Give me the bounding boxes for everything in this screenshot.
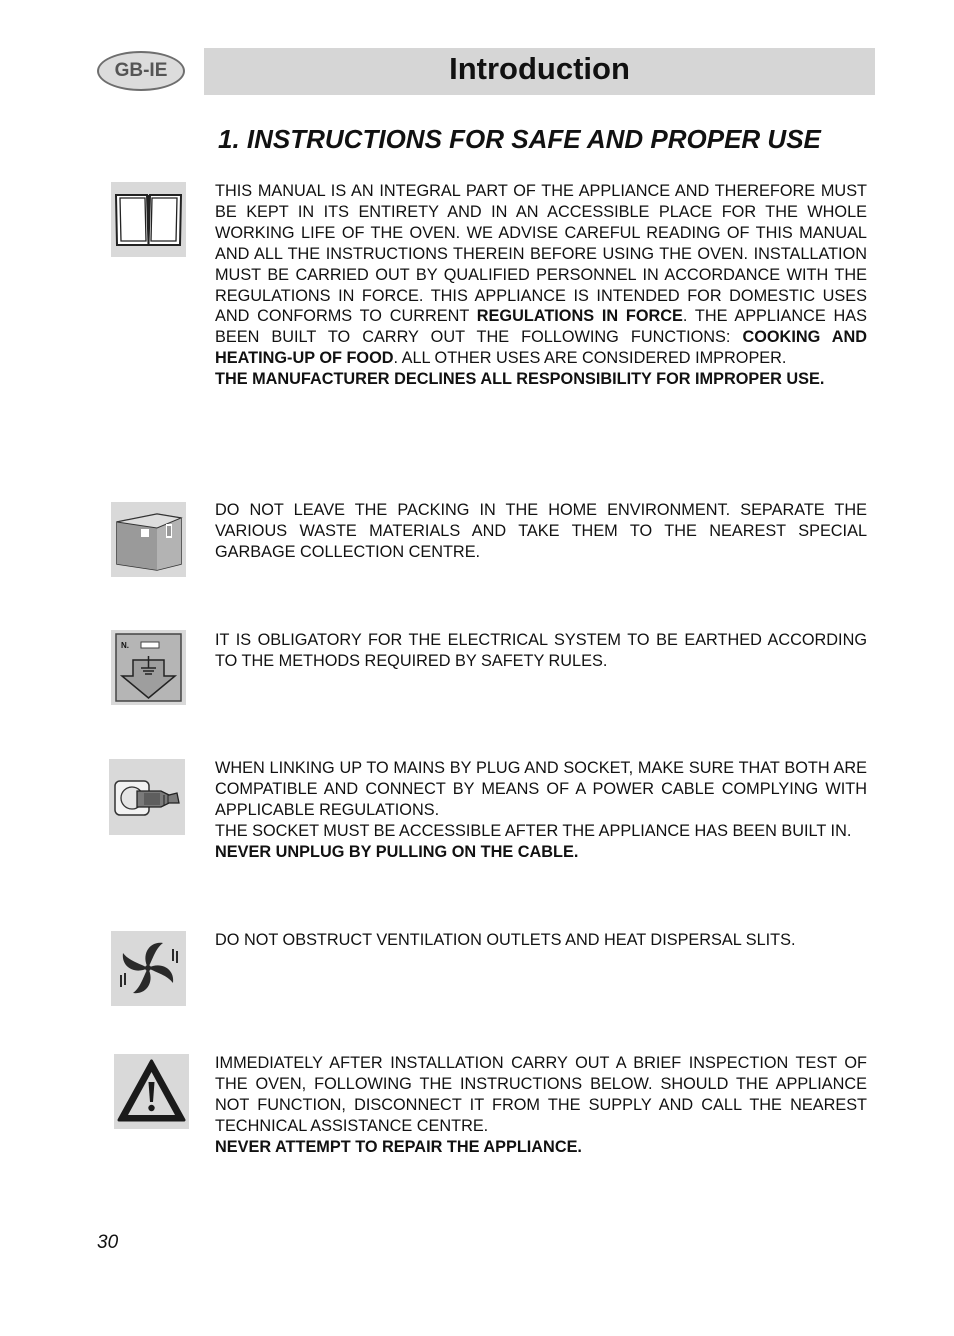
ventilation-text: DO NOT OBSTRUCT VENTILATION OUTLETS AND HEAT DISPERSAL SLITS.: [215, 931, 796, 949]
warning-triangle-icon: [114, 1054, 189, 1129]
unplug-warning: NEVER UNPLUG BY PULLING ON THE CABLE.: [215, 842, 579, 861]
chapter-title-bar: [204, 48, 875, 95]
region-badge: GB-IE: [97, 51, 185, 91]
manufacturer-disclaimer: THE MANUFACTURER DECLINES ALL RESPONSIBILITY FOR IMPROPER USE.: [215, 370, 825, 389]
plug-socket-icon: [109, 759, 185, 835]
packing-box-icon: [111, 502, 186, 577]
earthing-text: IT IS OBLIGATORY FOR THE ELECTRICAL SYSTEM TO BE EARTHED ACCORDING TO THE METHODS REQUIRED BY SAFETY RULES.: [215, 631, 867, 670]
packing-disposal-text: DO NOT LEAVE THE PACKING IN THE HOME ENVIRONMENT. SEPARATE THE VARIOUS WASTE MATERIALS AND TAKE THEM TO THE NEAREST SPECIAL GARBAGE COLLECTION CENTRE.: [215, 501, 867, 561]
earth-ground-icon: [111, 630, 186, 705]
manual-instructions-text: THIS MANUAL IS AN INTEGRAL PART OF THE APPLIANCE AND THEREFORE MUST BE KEPT IN ITS ENTIRETY AND IN AN ACCESSIBLE PLACE FOR THE WHOLE WORKING LIFE OF THE OVEN. WE ADVISE CAREFUL READING OF THIS MANUAL AND ALL THE INSTRUCTIONS THEREIN BEFORE USING THE OVEN. INSTALLATION MUST BE CARRIED OUT BY QUALIFIED PERSONNEL IN ACCORDANCE WITH THE REGULATIONS IN FORCE. THIS APPLIANCE IS INTENDED FOR DOMESTIC USES AND CONFORMS TO CURRENT REGULATIONS IN FORCE. THE APPLIANCE HAS BEEN BUILT TO CARRY OUT THE FOLLOWING FUNCTIONS: COOKING AND HEATING-UP OF FOOD. ALL OTHER USES ARE CONSIDERED IMPROPER. THE MANUFACTURER DECLINES ALL RESPONSIBILITY FOR IMPROPER USE.: [215, 182, 867, 389]
page-number: 30: [97, 1232, 119, 1253]
earth-label: N.: [121, 641, 129, 650]
plug-socket-text: WHEN LINKING UP TO MAINS BY PLUG AND SOCKET, MAKE SURE THAT BOTH ARE COMPATIBLE AND CONNECT BY MEANS OF A POWER CABLE COMPLYING WITH APPLICABLE REGULATIONS. THE SOCKET MUST BE ACCESSIBLE AFTER THE APPLIANCE HAS BEEN BUILT IN. NEVER UNPLUG BY PULLING ON THE CABLE.: [215, 759, 867, 861]
section-heading: 1. INSTRUCTIONS FOR SAFE AND PROPER USE: [218, 124, 821, 154]
inspection-text: IMMEDIATELY AFTER INSTALLATION CARRY OUT A BRIEF INSPECTION TEST OF THE OVEN, FOLLOWING THE INSTRUCTIONS BELOW. SHOULD THE APPLIANCE NOT FUNCTION, DISCONNECT IT FROM THE SUPPLY AND CALL THE NEAREST TECHNICAL ASSISTANCE CENTRE. NEVER ATTEMPT TO REPAIR THE APPLIANCE.: [215, 1054, 867, 1156]
chapter-title: Introduction: [449, 50, 630, 86]
manual-book-icon: [111, 182, 186, 257]
ventilation-fan-icon: [111, 931, 186, 1006]
repair-warning: NEVER ATTEMPT TO REPAIR THE APPLIANCE.: [215, 1137, 582, 1156]
